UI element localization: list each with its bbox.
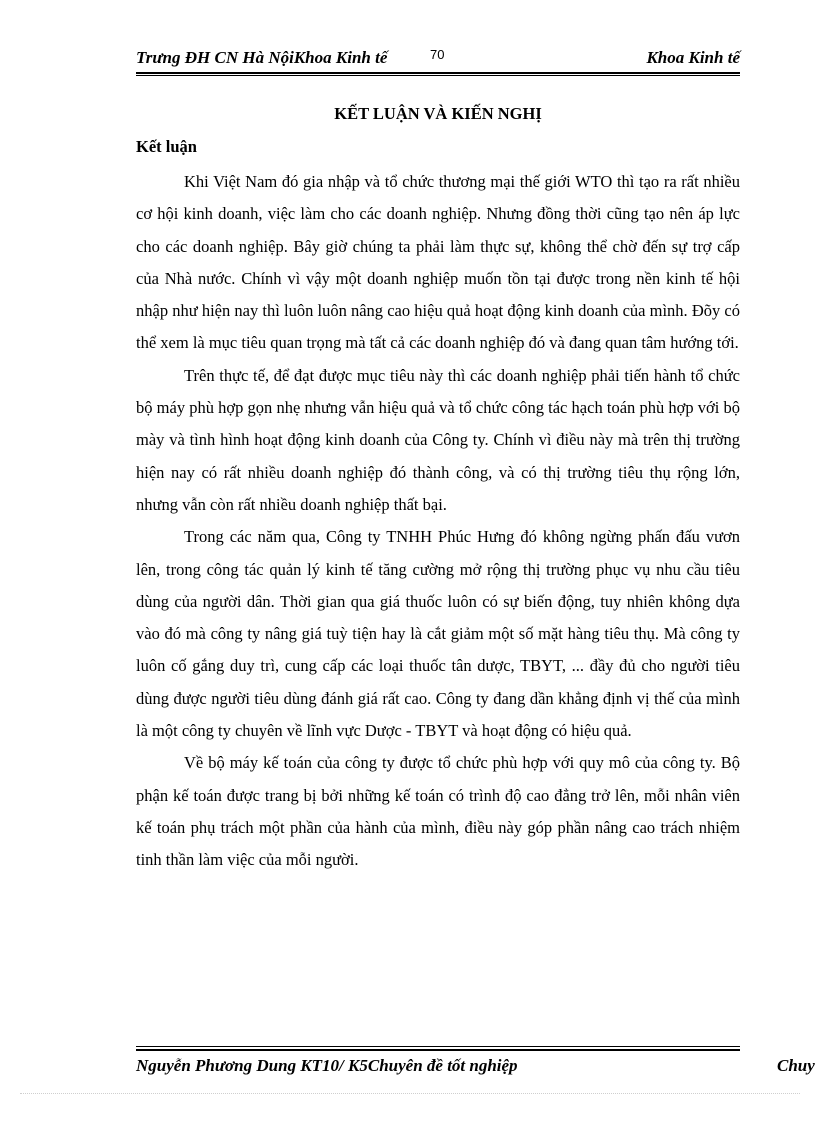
footer-divider (136, 1049, 740, 1051)
footer-divider-thin (136, 1046, 740, 1047)
footer-left-text: Nguyễn Phương Dung KT10/ K5Chuyên đề tốt nghiệp (136, 1056, 518, 1075)
page-number: 70 (430, 47, 445, 62)
body-text (136, 166, 740, 877)
page-title: KẾT LUẬN VÀ KIẾN NGHỊ (334, 104, 542, 123)
paragraph: Về bộ máy kế toán của công ty được tổ chức phù hợp với quy mô của công ty. Bộ phận kế toán được trang bị bởi những kế toán có trình độ cao đẳng trở lên, mỗi nhân viên kế toán phụ trách một phần của hành của mình, điều này góp phần nâng cao trách nhiệm tinh thần làm việc của mỗi người. (136, 753, 740, 870)
header-divider (136, 72, 740, 74)
page-edge-divider (20, 1093, 800, 1094)
paragraph: Trong các năm qua, Công ty TNHH Phúc Hưng đó không ngừng phấn đấu vươn lên, trong công tác quản lý kinh tế tăng cường mở rộng thị trường phục vụ nhu cầu tiêu dùng của người dân. Thời gian qua giá thuốc luôn có sự biến động, tuy nhiên không dựa vào đó mà công ty nâng giá tuỳ tiện hay là cắt giảm một số mặt hàng tiêu thụ. Mà công ty luôn cố gắng duy trì, cung cấp các loại thuốc tân dược, TBYT, ... đầy đủ cho người tiêu dùng được người tiêu dùng đánh giá rất cao. Công ty đang dần khẳng định vị thế của mình là một công ty chuyên về lĩnh vực Dược - TBYT và hoạt động có hiệu quả. (136, 527, 740, 741)
header-divider-thin (136, 75, 740, 76)
section-heading: Kết luận (136, 137, 197, 156)
header-left-text: Trưng ĐH CN Hà NộiKhoa Kinh tế (136, 48, 388, 67)
footer-right-text: Chuy (777, 1056, 815, 1075)
header-right-text: Khoa Kinh tế (646, 48, 740, 67)
paragraph: Khi Việt Nam đó gia nhập và tổ chức thương mại thế giới WTO thì tạo ra rất nhiều cơ hội kinh doanh, việc làm cho các doanh nghiệp. Nhưng đồng thời cũng tạo nên áp lực cho các doanh nghiệp. Bây giờ chúng ta phải làm thực sự, không thể chờ đến sự trợ cấp của Nhà nước. Chính vì vậy một doanh nghiệp muốn tồn tại được trong nền kinh tế hội nhập như hiện nay thì luôn luôn nâng cao hiệu quả hoạt động kinh doanh của mình. Đõy có thể xem là mục tiêu quan trọng mà tất cả các doanh nghiệp đó và đang quan tâm hướng tới. (136, 172, 740, 353)
paragraph: Trên thực tế, để đạt được mục tiêu này thì các doanh nghiệp phải tiến hành tổ chức bộ máy phù hợp gọn nhẹ nhưng vẫn hiệu quả và tổ chức công tác hạch toán phù hợp với bộ mày và tình hình hoạt động kinh doanh của Công ty. Chính vì điều này mà trên thị trường hiện nay có rất nhiều doanh nghiệp đó thành công, và có thị trường tiêu thụ rộng lớn, nhưng vẫn còn rất nhiều doanh nghiệp thất bại. (136, 365, 740, 514)
page-header (136, 48, 740, 72)
